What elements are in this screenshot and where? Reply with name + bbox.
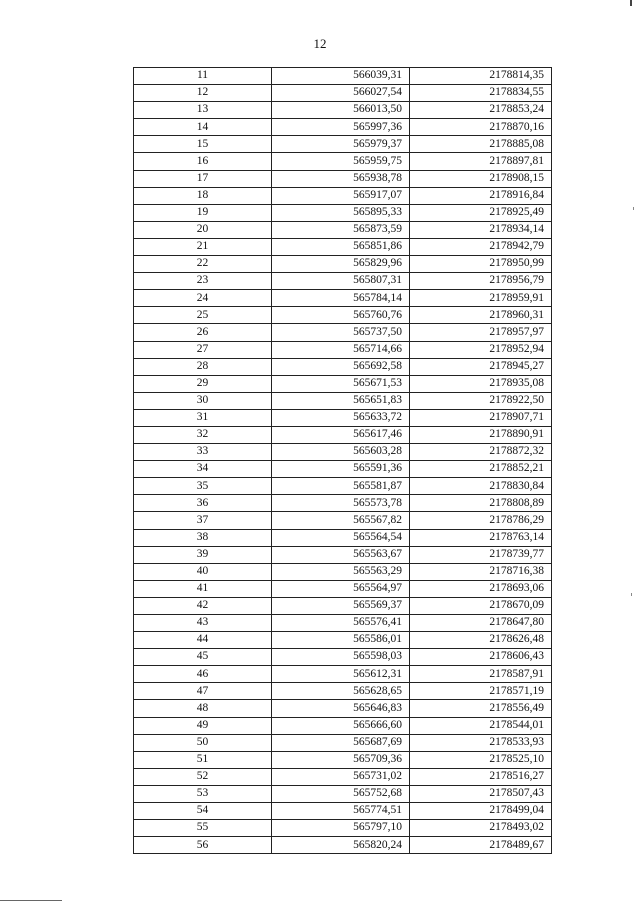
x-coordinate-cell: 565784,14 <box>272 290 410 307</box>
table-row <box>134 153 552 170</box>
table-row <box>134 495 552 512</box>
point-number-cell: 32 <box>134 426 272 443</box>
point-number-cell: 37 <box>134 512 272 529</box>
point-number-cell: 35 <box>134 478 272 495</box>
x-coordinate-cell: 565666,60 <box>272 717 410 734</box>
x-coordinate-cell: 565714,66 <box>272 341 410 358</box>
table-row <box>134 820 552 837</box>
x-coordinate-cell: 565851,86 <box>272 238 410 255</box>
table-row <box>134 409 552 426</box>
coordinates-table <box>133 67 552 854</box>
point-number-cell: 23 <box>134 273 272 290</box>
table-row <box>134 597 552 614</box>
table-row <box>134 170 552 187</box>
table-row <box>134 632 552 649</box>
point-number-cell: 20 <box>134 221 272 238</box>
y-coordinate-cell: 2178493,02 <box>410 820 552 837</box>
y-coordinate-cell: 2178626,48 <box>410 632 552 649</box>
point-number-cell: 31 <box>134 409 272 426</box>
point-number-cell: 28 <box>134 358 272 375</box>
x-coordinate-cell: 565997,36 <box>272 119 410 136</box>
point-number-cell: 14 <box>134 119 272 136</box>
x-coordinate-cell: 565646,83 <box>272 700 410 717</box>
x-coordinate-cell: 565564,97 <box>272 580 410 597</box>
table-row <box>134 461 552 478</box>
table-row <box>134 768 552 785</box>
x-coordinate-cell: 565564,54 <box>272 529 410 546</box>
y-coordinate-cell: 2178952,94 <box>410 341 552 358</box>
x-coordinate-cell: 565895,33 <box>272 204 410 221</box>
point-number-cell: 46 <box>134 666 272 683</box>
point-number-cell: 22 <box>134 256 272 273</box>
y-coordinate-cell: 2178870,16 <box>410 119 552 136</box>
scan-edge-line <box>0 900 62 901</box>
point-number-cell: 41 <box>134 580 272 597</box>
point-number-cell: 54 <box>134 803 272 820</box>
table-row <box>134 717 552 734</box>
x-coordinate-cell: 565774,51 <box>272 803 410 820</box>
point-number-cell: 47 <box>134 683 272 700</box>
point-number-cell: 48 <box>134 700 272 717</box>
scan-speck <box>631 593 632 596</box>
y-coordinate-cell: 2178716,38 <box>410 563 552 580</box>
point-number-cell: 53 <box>134 785 272 802</box>
point-number-cell: 17 <box>134 170 272 187</box>
y-coordinate-cell: 2178957,97 <box>410 324 552 341</box>
table-row <box>134 187 552 204</box>
point-number-cell: 21 <box>134 238 272 255</box>
y-coordinate-cell: 2178544,01 <box>410 717 552 734</box>
table-row <box>134 290 552 307</box>
y-coordinate-cell: 2178890,91 <box>410 426 552 443</box>
point-number-cell: 38 <box>134 529 272 546</box>
x-coordinate-cell: 565709,36 <box>272 751 410 768</box>
point-number-cell: 18 <box>134 187 272 204</box>
table-row <box>134 256 552 273</box>
table-row <box>134 478 552 495</box>
x-coordinate-cell: 565591,36 <box>272 461 410 478</box>
y-coordinate-cell: 2178489,67 <box>410 837 552 854</box>
point-number-cell: 13 <box>134 102 272 119</box>
point-number-cell: 52 <box>134 768 272 785</box>
x-coordinate-cell: 565576,41 <box>272 615 410 632</box>
table-row <box>134 649 552 666</box>
table-row <box>134 615 552 632</box>
table-row <box>134 683 552 700</box>
x-coordinate-cell: 565807,31 <box>272 273 410 290</box>
y-coordinate-cell: 2178950,99 <box>410 256 552 273</box>
point-number-cell: 49 <box>134 717 272 734</box>
point-number-cell: 24 <box>134 290 272 307</box>
y-coordinate-cell: 2178934,14 <box>410 221 552 238</box>
x-coordinate-cell: 565938,78 <box>272 170 410 187</box>
x-coordinate-cell: 565692,58 <box>272 358 410 375</box>
y-coordinate-cell: 2178908,15 <box>410 170 552 187</box>
table-row <box>134 102 552 119</box>
x-coordinate-cell: 565979,37 <box>272 136 410 153</box>
scan-speck <box>633 207 634 210</box>
x-coordinate-cell: 565829,96 <box>272 256 410 273</box>
y-coordinate-cell: 2178808,89 <box>410 495 552 512</box>
table-row <box>134 392 552 409</box>
y-coordinate-cell: 2178853,24 <box>410 102 552 119</box>
x-coordinate-cell: 565633,72 <box>272 409 410 426</box>
x-coordinate-cell: 565598,03 <box>272 649 410 666</box>
y-coordinate-cell: 2178960,31 <box>410 307 552 324</box>
table-row <box>134 785 552 802</box>
y-coordinate-cell: 2178897,81 <box>410 153 552 170</box>
table-row <box>134 512 552 529</box>
x-coordinate-cell: 565671,53 <box>272 375 410 392</box>
y-coordinate-cell: 2178606,43 <box>410 649 552 666</box>
table-row <box>134 307 552 324</box>
x-coordinate-cell: 565820,24 <box>272 837 410 854</box>
table-row <box>134 444 552 461</box>
table-row <box>134 580 552 597</box>
y-coordinate-cell: 2178499,04 <box>410 803 552 820</box>
coordinates-table-body <box>134 68 552 854</box>
table-row <box>134 273 552 290</box>
table-row <box>134 666 552 683</box>
table-row <box>134 751 552 768</box>
point-number-cell: 27 <box>134 341 272 358</box>
y-coordinate-cell: 2178922,50 <box>410 392 552 409</box>
y-coordinate-cell: 2178916,84 <box>410 187 552 204</box>
y-coordinate-cell: 2178956,79 <box>410 273 552 290</box>
y-coordinate-cell: 2178533,93 <box>410 734 552 751</box>
table-row <box>134 375 552 392</box>
point-number-cell: 39 <box>134 546 272 563</box>
y-coordinate-cell: 2178647,80 <box>410 615 552 632</box>
x-coordinate-cell: 565760,76 <box>272 307 410 324</box>
table-row <box>134 119 552 136</box>
point-number-cell: 51 <box>134 751 272 768</box>
x-coordinate-cell: 565628,65 <box>272 683 410 700</box>
y-coordinate-cell: 2178942,79 <box>410 238 552 255</box>
x-coordinate-cell: 566039,31 <box>272 68 410 85</box>
point-number-cell: 19 <box>134 204 272 221</box>
x-coordinate-cell: 565651,83 <box>272 392 410 409</box>
table-row <box>134 136 552 153</box>
y-coordinate-cell: 2178852,21 <box>410 461 552 478</box>
point-number-cell: 11 <box>134 68 272 85</box>
y-coordinate-cell: 2178571,19 <box>410 683 552 700</box>
y-coordinate-cell: 2178945,27 <box>410 358 552 375</box>
y-coordinate-cell: 2178670,09 <box>410 597 552 614</box>
table-row <box>134 85 552 102</box>
point-number-cell: 40 <box>134 563 272 580</box>
table-row <box>134 238 552 255</box>
table-row <box>134 341 552 358</box>
x-coordinate-cell: 565959,75 <box>272 153 410 170</box>
point-number-cell: 12 <box>134 85 272 102</box>
point-number-cell: 16 <box>134 153 272 170</box>
x-coordinate-cell: 565563,67 <box>272 546 410 563</box>
x-coordinate-cell: 565737,50 <box>272 324 410 341</box>
y-coordinate-cell: 2178525,10 <box>410 751 552 768</box>
point-number-cell: 26 <box>134 324 272 341</box>
point-number-cell: 33 <box>134 444 272 461</box>
y-coordinate-cell: 2178786,29 <box>410 512 552 529</box>
point-number-cell: 25 <box>134 307 272 324</box>
table-row <box>134 563 552 580</box>
x-coordinate-cell: 565752,68 <box>272 785 410 802</box>
x-coordinate-cell: 565603,28 <box>272 444 410 461</box>
table-row <box>134 734 552 751</box>
point-number-cell: 36 <box>134 495 272 512</box>
x-coordinate-cell: 565563,29 <box>272 563 410 580</box>
table-row <box>134 803 552 820</box>
x-coordinate-cell: 565797,10 <box>272 820 410 837</box>
x-coordinate-cell: 565573,78 <box>272 495 410 512</box>
x-coordinate-cell: 565873,59 <box>272 221 410 238</box>
y-coordinate-cell: 2178830,84 <box>410 478 552 495</box>
y-coordinate-cell: 2178959,91 <box>410 290 552 307</box>
point-number-cell: 50 <box>134 734 272 751</box>
x-coordinate-cell: 566027,54 <box>272 85 410 102</box>
table-row <box>134 700 552 717</box>
point-number-cell: 45 <box>134 649 272 666</box>
point-number-cell: 29 <box>134 375 272 392</box>
scan-mark <box>630 0 632 6</box>
table-row <box>134 529 552 546</box>
y-coordinate-cell: 2178907,71 <box>410 409 552 426</box>
x-coordinate-cell: 565917,07 <box>272 187 410 204</box>
table-row <box>134 221 552 238</box>
page-number: 12 <box>313 36 327 51</box>
y-coordinate-cell: 2178739,77 <box>410 546 552 563</box>
point-number-cell: 44 <box>134 632 272 649</box>
y-coordinate-cell: 2178587,91 <box>410 666 552 683</box>
y-coordinate-cell: 2178693,06 <box>410 580 552 597</box>
y-coordinate-cell: 2178935,08 <box>410 375 552 392</box>
point-number-cell: 56 <box>134 837 272 854</box>
point-number-cell: 34 <box>134 461 272 478</box>
point-number-cell: 30 <box>134 392 272 409</box>
point-number-cell: 55 <box>134 820 272 837</box>
y-coordinate-cell: 2178872,32 <box>410 444 552 461</box>
x-coordinate-cell: 565586,01 <box>272 632 410 649</box>
y-coordinate-cell: 2178516,27 <box>410 768 552 785</box>
y-coordinate-cell: 2178834,55 <box>410 85 552 102</box>
table-row <box>134 324 552 341</box>
y-coordinate-cell: 2178763,14 <box>410 529 552 546</box>
x-coordinate-cell: 565687,69 <box>272 734 410 751</box>
table-row <box>134 837 552 854</box>
x-coordinate-cell: 565567,82 <box>272 512 410 529</box>
x-coordinate-cell: 565569,37 <box>272 597 410 614</box>
x-coordinate-cell: 565617,46 <box>272 426 410 443</box>
x-coordinate-cell: 565612,31 <box>272 666 410 683</box>
point-number-cell: 42 <box>134 597 272 614</box>
table-row <box>134 426 552 443</box>
y-coordinate-cell: 2178507,43 <box>410 785 552 802</box>
point-number-cell: 15 <box>134 136 272 153</box>
table-row <box>134 546 552 563</box>
table-row <box>134 204 552 221</box>
x-coordinate-cell: 565581,87 <box>272 478 410 495</box>
x-coordinate-cell: 566013,50 <box>272 102 410 119</box>
y-coordinate-cell: 2178885,08 <box>410 136 552 153</box>
table-row <box>134 358 552 375</box>
table-row <box>134 68 552 85</box>
point-number-cell: 43 <box>134 615 272 632</box>
x-coordinate-cell: 565731,02 <box>272 768 410 785</box>
y-coordinate-cell: 2178814,35 <box>410 68 552 85</box>
y-coordinate-cell: 2178925,49 <box>410 204 552 221</box>
y-coordinate-cell: 2178556,49 <box>410 700 552 717</box>
